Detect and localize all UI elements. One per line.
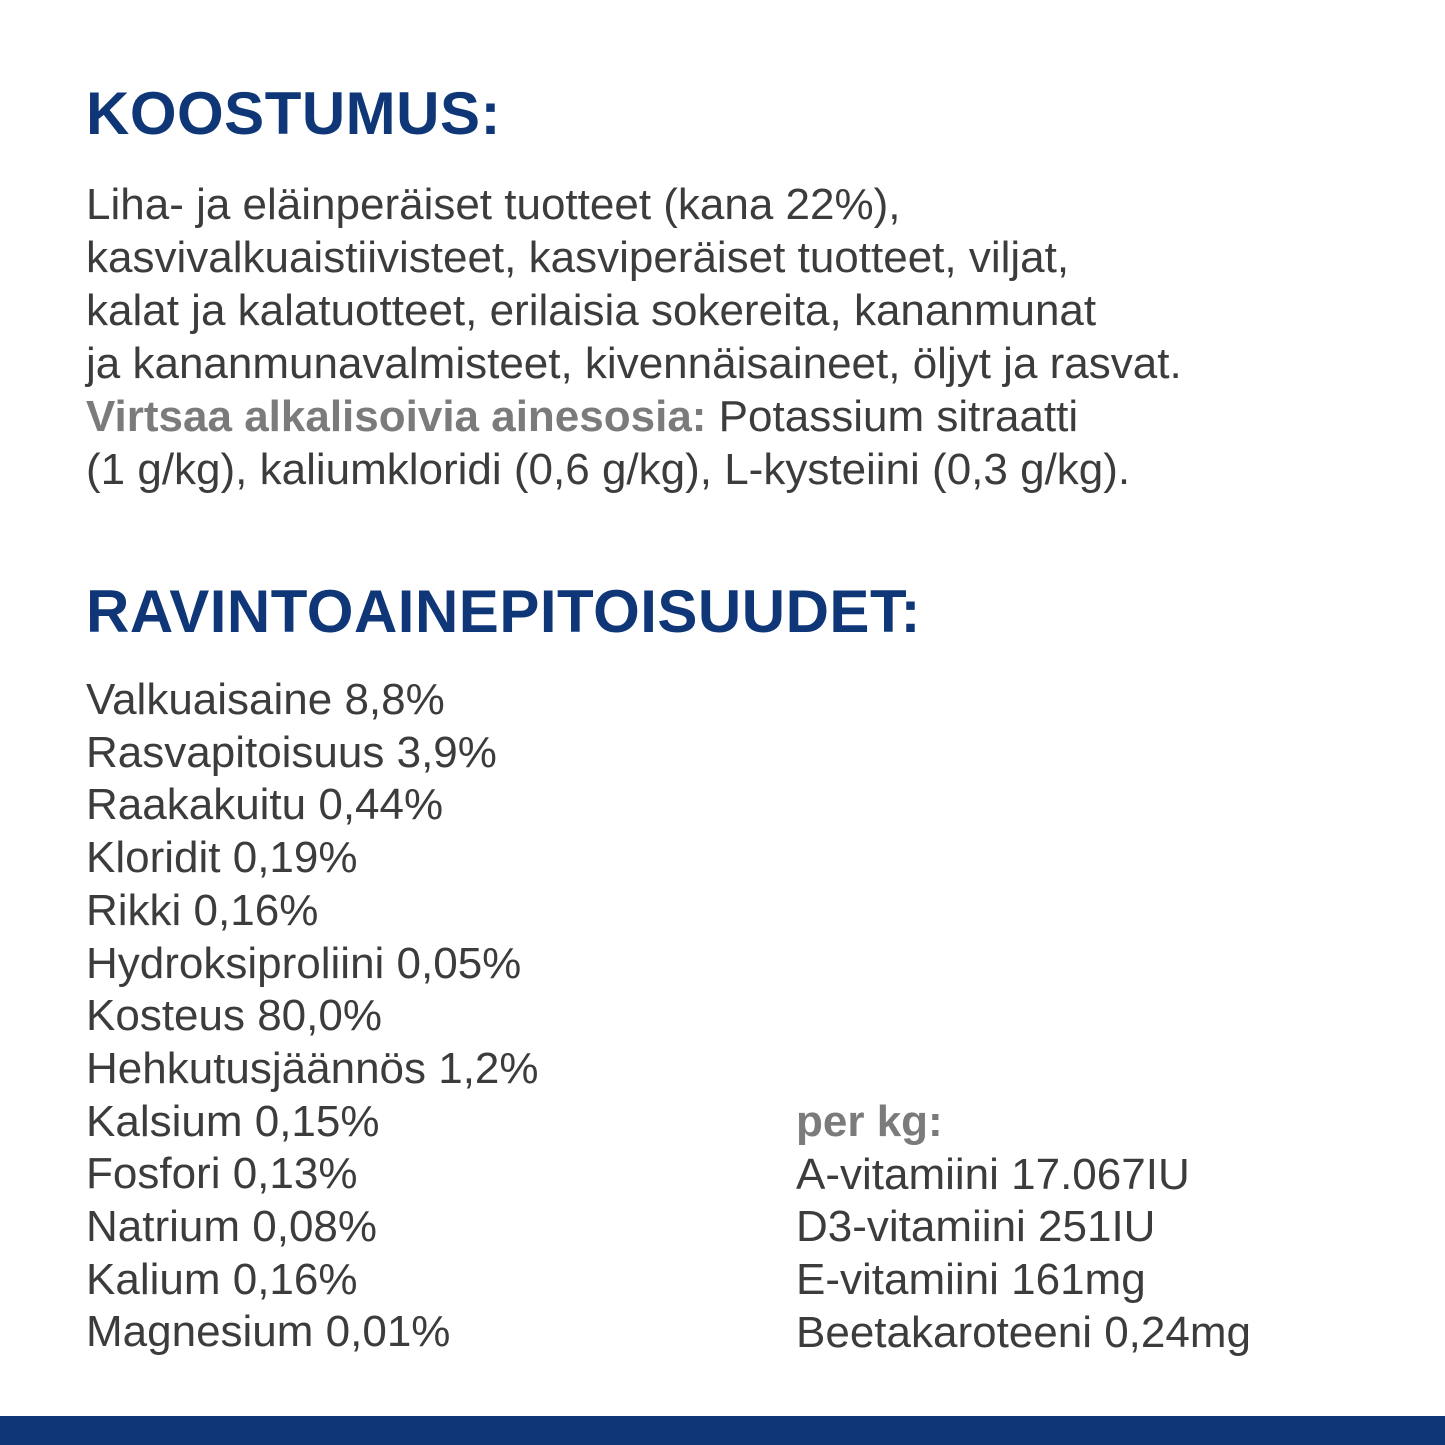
composition-line: kasvivalkuaistiivisteet, kasviperäiset tuotteet, viljat,: [86, 233, 1070, 282]
vitamin-item: D3-vitamiini 251IU: [796, 1202, 1156, 1252]
per-kg-list: [796, 1096, 1251, 1360]
nutrient-item: Rasvapitoisuus 3,9%: [86, 727, 497, 777]
nutrient-item: Natrium 0,08%: [86, 1202, 378, 1252]
composition-line: ja kananmunavalmisteet, kivennäisaineet, öljyt ja rasvat.: [86, 339, 1182, 388]
nutrient-item: Fosfori 0,13%: [86, 1149, 358, 1199]
nutrient-item: Kosteus 80,0%: [86, 991, 382, 1041]
composition-line: kalat ja kalatuotteet, erilaisia sokereita, kananmunat: [86, 286, 1097, 335]
vitamin-item: E-vitamiini 161mg: [796, 1255, 1146, 1305]
nutrients-heading: RAVINTOAINEPITOISUUDET:: [86, 578, 921, 645]
nutrient-item: Raakakuitu 0,44%: [86, 780, 444, 830]
alkalising-label: Virtsaa alkalisoivia ainesosia:: [86, 392, 707, 441]
composition-heading: KOOSTUMUS:: [86, 80, 501, 147]
nutrient-item: Magnesium 0,01%: [86, 1307, 451, 1357]
nutrient-item: Hehkutusjäännös 1,2%: [86, 1043, 539, 1093]
alkalising-text: Potassium sitraatti: [706, 392, 1079, 441]
nutrient-item: Kloridit 0,19%: [86, 833, 358, 883]
footer-bar: [0, 1416, 1445, 1445]
alkalising-line-2: (1 g/kg), kaliumkloridi (0,6 g/kg), L-kysteiini (0,3 g/kg).: [86, 445, 1131, 494]
nutrient-item: Kalium 0,16%: [86, 1254, 358, 1304]
alkalising-line: [86, 390, 1416, 443]
nutrient-item: Hydroksiproliini 0,05%: [86, 938, 522, 988]
vitamin-item: Beetakaroteeni 0,24mg: [796, 1307, 1251, 1357]
vitamin-item: A-vitamiini 17.067IU: [796, 1149, 1190, 1199]
per-kg-title: per kg:: [796, 1097, 943, 1146]
nutrient-list: [86, 674, 539, 1359]
nutrient-item: Valkuaisaine 8,8%: [86, 675, 445, 724]
nutrient-item: Rikki 0,16%: [86, 885, 319, 935]
composition-line: Liha- ja eläinperäiset tuotteet (kana 22%),: [86, 180, 901, 229]
composition-text: [86, 178, 1416, 496]
nutrient-item: Kalsium 0,15%: [86, 1096, 380, 1146]
